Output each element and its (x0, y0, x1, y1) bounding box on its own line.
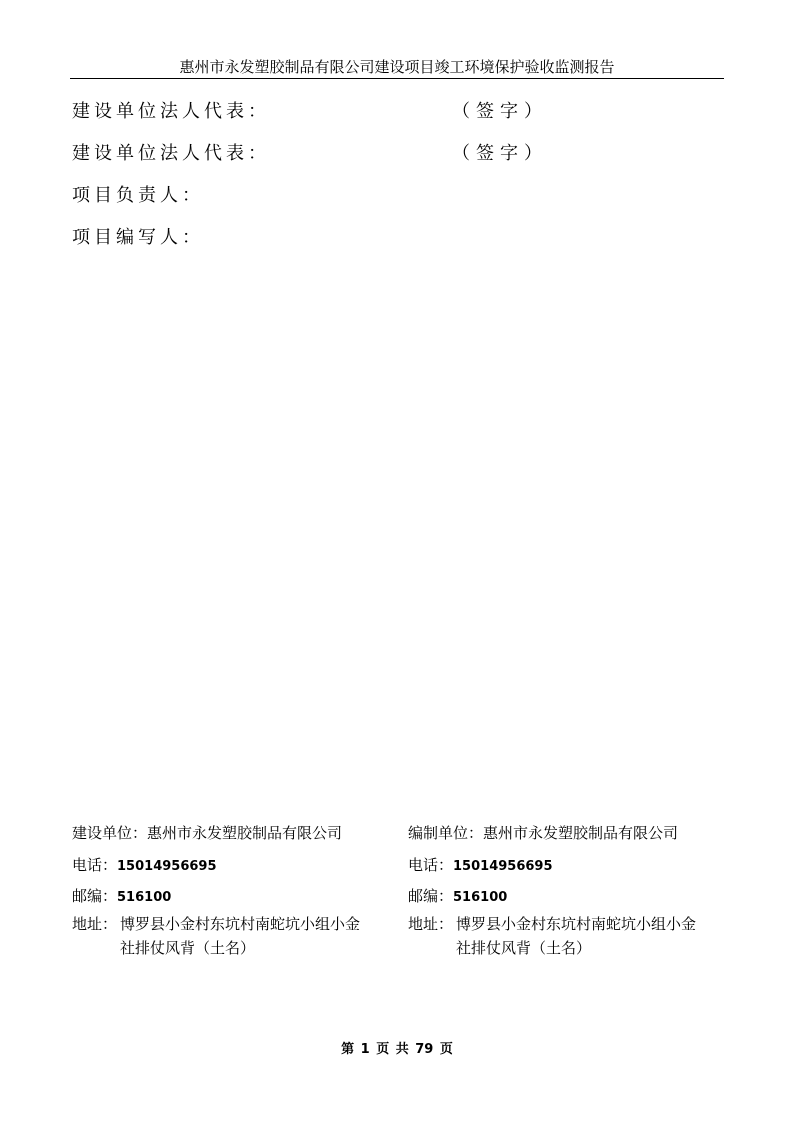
construction-unit-label: 建设单位： (72, 824, 148, 842)
page-number-footer: 第 1 页 共 79 页 (341, 1042, 453, 1057)
project-writer-label: 项目编写人： (72, 227, 204, 248)
legal-rep-label-1: 建设单位法人代表： (72, 101, 270, 122)
signature-note-2: （签字） (452, 143, 548, 164)
construction-unit-value: 惠州市永发塑胶制品有限公司 (147, 824, 343, 842)
compiling-postcode-row (408, 885, 507, 909)
construction-unit-row (72, 822, 342, 844)
compiling-address-label: 地址： (408, 915, 454, 933)
construction-phone-row (72, 854, 217, 878)
project-lead-label: 项目负责人： (72, 185, 204, 206)
construction-address-label: 地址： (72, 915, 118, 933)
construction-postcode-label: 邮编： (72, 887, 118, 905)
compiling-phone-label: 电话： (408, 856, 454, 874)
signature-note-1: （签字） (452, 101, 548, 122)
legal-rep-label-2: 建设单位法人代表： (72, 143, 270, 164)
compiling-address-value: 博罗县小金村东坑村南蛇坑小组小金社排仗风背（土名） (456, 915, 697, 957)
compiling-postcode-label: 邮编： (408, 887, 454, 905)
construction-address-value: 博罗县小金村东坑村南蛇坑小组小金社排仗风背（土名） (120, 915, 361, 957)
compiling-phone-value: 15014956695 (453, 859, 553, 874)
header-divider (70, 78, 724, 79)
compiling-phone-row (408, 854, 553, 878)
document-header-title: 惠州市永发塑胶制品有限公司建设项目竣工环境保护验收监测报告 (179, 58, 615, 76)
compiling-postcode-value: 516100 (453, 890, 508, 905)
construction-postcode-row (72, 885, 171, 909)
construction-phone-label: 电话： (72, 856, 118, 874)
compiling-unit-row (408, 822, 678, 844)
construction-postcode-value: 516100 (117, 890, 172, 905)
construction-phone-value: 15014956695 (117, 859, 217, 874)
compiling-unit-value: 惠州市永发塑胶制品有限公司 (483, 824, 679, 842)
compiling-unit-label: 编制单位： (408, 824, 484, 842)
